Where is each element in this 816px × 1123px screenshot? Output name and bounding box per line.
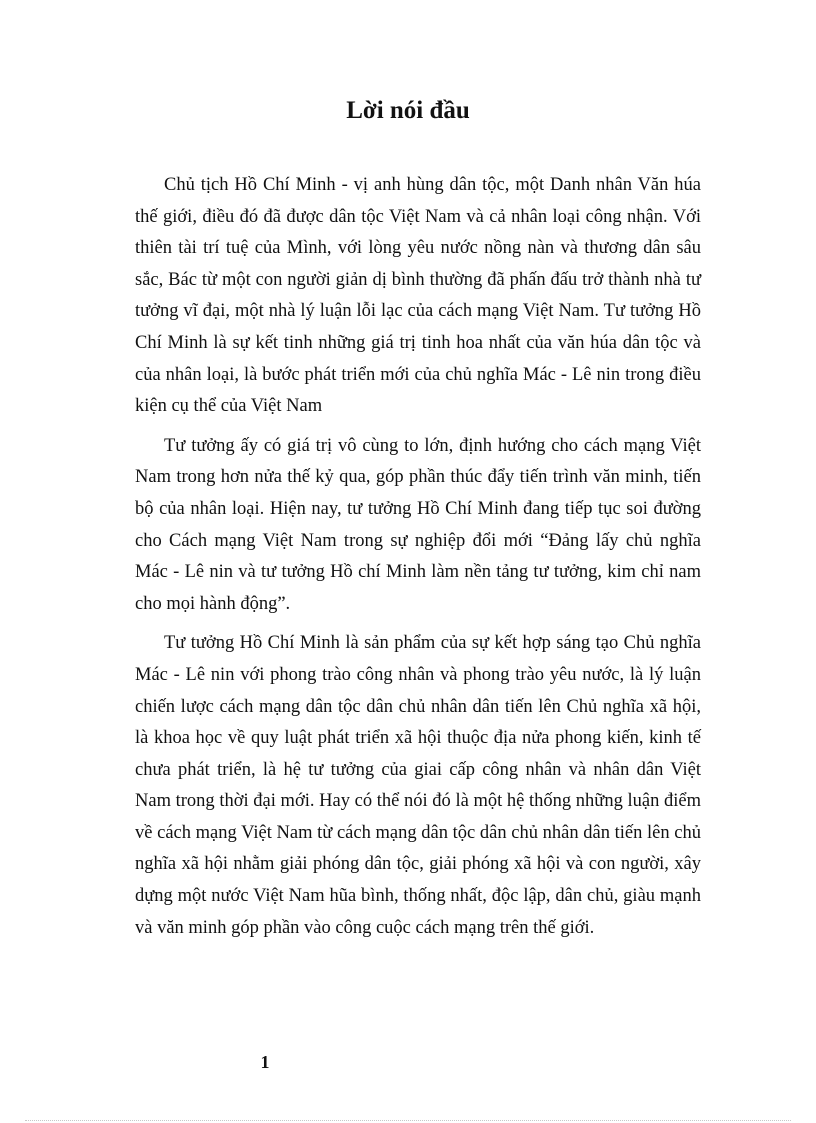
paragraph-2: Tư tưởng ấy có giá trị vô cùng to lớn, định hướng cho cách mạng Việt Nam trong hơn nửa thế kỷ qua, góp phần thúc đẩy tiến trình văn minh, tiến bộ của nhân loại. Hiện nay, tư tưởng Hồ Chí Minh đang tiếp tục soi đường cho Cách mạng Việt Nam trong sự nghiệp đổi mới “Đảng lấy chủ nghĩa Mác - Lê nin và tư tưởng Hồ chí Minh làm nền tảng tư tưởng, kim chỉ nam cho mọi hành động”. xyxy=(135,435,701,614)
body-text xyxy=(135,170,701,952)
page-title: Lời nói đầu xyxy=(346,97,470,124)
paragraph-3: Tư tưởng Hồ Chí Minh là sản phẩm của sự kết hợp sáng tạo Chủ nghĩa Mác - Lê nin với phong trào công nhân và phong trào yêu nước, là lý luận chiến lược cách mạng dân tộc dân chủ nhân dân tiến lên Chủ nghĩa xã hội, là khoa học về quy luật phát triển xã hội thuộc địa nửa phong kiến, kinh tế chưa phát triển, là hệ tư tưởng của giai cấp công nhân và nhân dân Việt Nam trong thời đại mới. Hay có thể nói đó là một hệ thống những luận điểm về cách mạng Việt Nam từ cách mạng dân tộc dân chủ nhân dân tiến lên chủ nghĩa xã hội nhằm giải phóng dân tộc, giải phóng xã hội và con người, xây dựng một nước Việt Nam hũa bình, thống nhất, độc lập, dân chủ, giàu mạnh và văn minh góp phần vào công cuộc cách mạng trên thế giới. xyxy=(135,633,701,938)
paragraph-1: Chủ tịch Hồ Chí Minh - vị anh hùng dân tộc, một Danh nhân Văn húa thế giới, điều đó đã được dân tộc Việt Nam và cả nhân loại công nhận. Với thiên tài trí tuệ của Mình, với lòng yêu nước nồng nàn và thương dân sâu sắc, Bác từ một con người giản dị bình thường đã phấn đấu trở thành nhà tư tưởng vĩ đại, một nhà lý luận lỗi lạc của cách mạng Việt Nam. Tư tưởng Hồ Chí Minh là sự kết tinh những giá trị tinh hoa nhất của văn húa dân tộc và của nhân loại, là bước phát triển mới của chủ nghĩa Mác - Lê nin trong điều kiện cụ thể của Việt Nam xyxy=(135,175,701,417)
page-number: 1 xyxy=(260,1052,270,1072)
page-bottom-border xyxy=(25,1120,791,1121)
